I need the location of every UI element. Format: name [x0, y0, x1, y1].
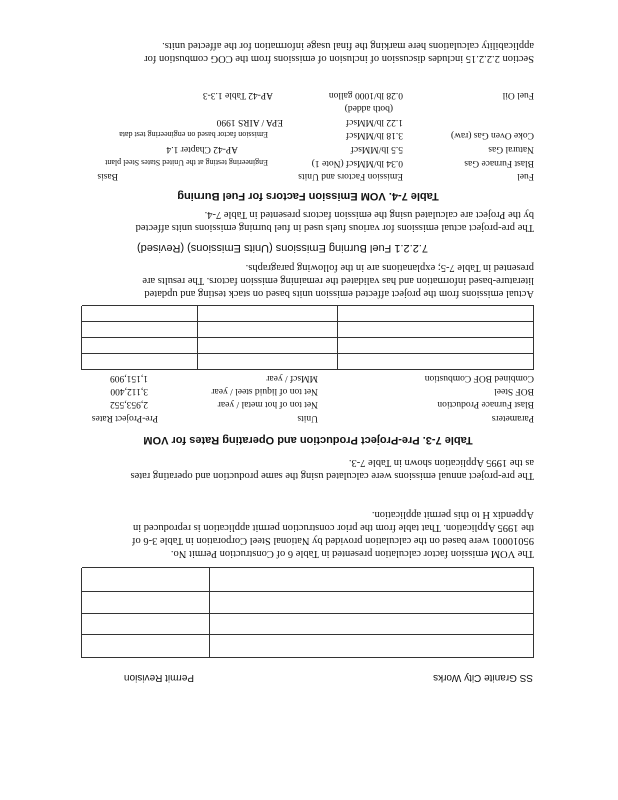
table73-row1-units: Net ton of hot metal / year	[217, 399, 318, 409]
fuel-line-1: The pre-project actual emissions for various fuels used in fuel burning emissions units affected	[135, 222, 534, 233]
table74-fuel-oil-sub: (both added)	[344, 103, 393, 113]
grid-divider-2	[197, 306, 198, 370]
closing-paragraph	[79, 39, 534, 65]
top-table-border-top	[82, 657, 534, 658]
post-table-paragraph	[79, 261, 534, 300]
table74-row5-basis: AP-42 Table 1.3-3	[202, 90, 273, 100]
grid-line-3	[82, 321, 534, 322]
grid-line-2	[82, 337, 534, 338]
post-table-line-1: Actual emissions from the project affected emission units based on stack testing and updated	[144, 288, 534, 299]
table74-row1-basis: Engineering testing at the United States Steel plant	[105, 158, 268, 167]
table74-row1-factor: 0.34 lb/MMscf (Note 1)	[311, 158, 403, 168]
table74-row4-basis: EPA / AIRS 1990	[216, 117, 283, 127]
header-left: SS Granite City Works	[433, 672, 533, 683]
table74-title: Table 7-4. VOM Emission Factors for Fuel Burning	[177, 190, 439, 202]
table73-row1-rate: 2,953,552	[110, 399, 148, 409]
table74-row5-factor: 0.28 lb/1000 gallon	[328, 90, 403, 100]
table73-col-parameters: Parameters	[491, 413, 534, 423]
table74-row3-factor: 3.18 lb/MMscf	[346, 130, 403, 140]
table73-row2-rate: 3,112,400	[110, 386, 148, 396]
table73-col-rates: Pre-Project Rates	[91, 413, 158, 423]
table73-title: Table 7-3. Pre-Project Production and Operating Rates for VOM	[143, 434, 473, 446]
pre-project-line-1: The pre-project annual emissions were calculated using the same production and operating rates	[130, 470, 534, 481]
pre-project-paragraph	[79, 456, 534, 482]
table73-row3-rate: 1,151,909	[110, 373, 148, 383]
intro-line-1: The VOM emission factor calculation presented in Table 6 of Construction Permit No.	[170, 548, 534, 559]
top-table-right-border	[81, 568, 82, 658]
grid-right-border	[81, 306, 82, 370]
top-table-divider	[209, 568, 210, 658]
table74-row2-basis: AP-42 Chapter 1.4	[166, 144, 238, 154]
intro-line-4: Appendix H to this permit application.	[371, 509, 534, 520]
table74-row4-factor: 1.22 lb/MMscf	[346, 117, 403, 127]
top-table-border-bottom	[82, 567, 534, 568]
closing-line-1: Section 2.2.2.15 includes discussion of inclusion of emissions from the COG combustion for	[144, 53, 534, 64]
pre-project-line-2: as the 1995 Application shown in Table 7-3.	[348, 457, 534, 468]
grid-border-top	[82, 369, 534, 370]
table74-col-basis: Basis	[97, 171, 118, 181]
top-table-line-1	[82, 634, 534, 635]
table73-row2-units: Net ton of liquid steel / year	[211, 386, 318, 396]
top-table-line-2	[82, 613, 534, 614]
post-table-line-2: literature-based information and has validated the remaining emission factors. The results are	[142, 275, 534, 286]
grid-border-bottom	[82, 305, 534, 306]
header-right: Permit Revision	[123, 672, 194, 683]
top-table-line-3	[82, 591, 534, 592]
table74-row3-fuel: Coke Oven Gas (raw)	[450, 130, 534, 140]
table74-row1-fuel: Blast Furnace Gas	[464, 158, 534, 168]
table73-row3-param: Combined BOF Combustion	[424, 373, 534, 383]
top-table-left-border	[533, 568, 534, 658]
table74-row2-fuel: Natural Gas	[488, 144, 534, 154]
table73-col-units: Units	[297, 413, 318, 423]
grid-divider-1	[337, 306, 338, 370]
fuel-paragraph	[79, 208, 534, 234]
grid-left-border	[533, 306, 534, 370]
intro-line-2: 95010001 were based on the calculation provided by National Steel Corporation in Table 3-6 of	[131, 535, 534, 546]
table74-col-fuel: Fuel	[517, 171, 534, 181]
intro-line-3: the 1995 Application. That table from the prior construction permit application is reproduced in	[132, 522, 534, 533]
table73-row2-param: BOF Steel	[494, 386, 534, 396]
table74-col-factors: Emission Factors and Units	[298, 171, 403, 181]
grid-line-1	[82, 353, 534, 354]
table74-row3-basis: Emission factor based on engineering test data	[119, 130, 268, 139]
table74-row5-fuel: Fuel Oil	[502, 90, 534, 100]
post-table-line-3: presented in Table 7-5; explanations are in the following paragraphs.	[245, 262, 534, 273]
fuel-line-2: by the Project are calculated using the emission factors presented in Table 7-4.	[204, 209, 534, 220]
table73-row1-param: Blast Furnace Production	[437, 399, 534, 409]
intro-paragraph	[79, 508, 534, 560]
table74-row2-factor: 5.5 lb/MMscf	[350, 144, 403, 154]
closing-line-2: applicability calculations here marking the final usage information for the affected units.	[162, 40, 534, 51]
table73-row3-units: MMscf / year	[266, 373, 318, 383]
section-heading: 7.2.2.1 Fuel Burning Emissions (Units Emissions) (Revised)	[137, 242, 428, 254]
